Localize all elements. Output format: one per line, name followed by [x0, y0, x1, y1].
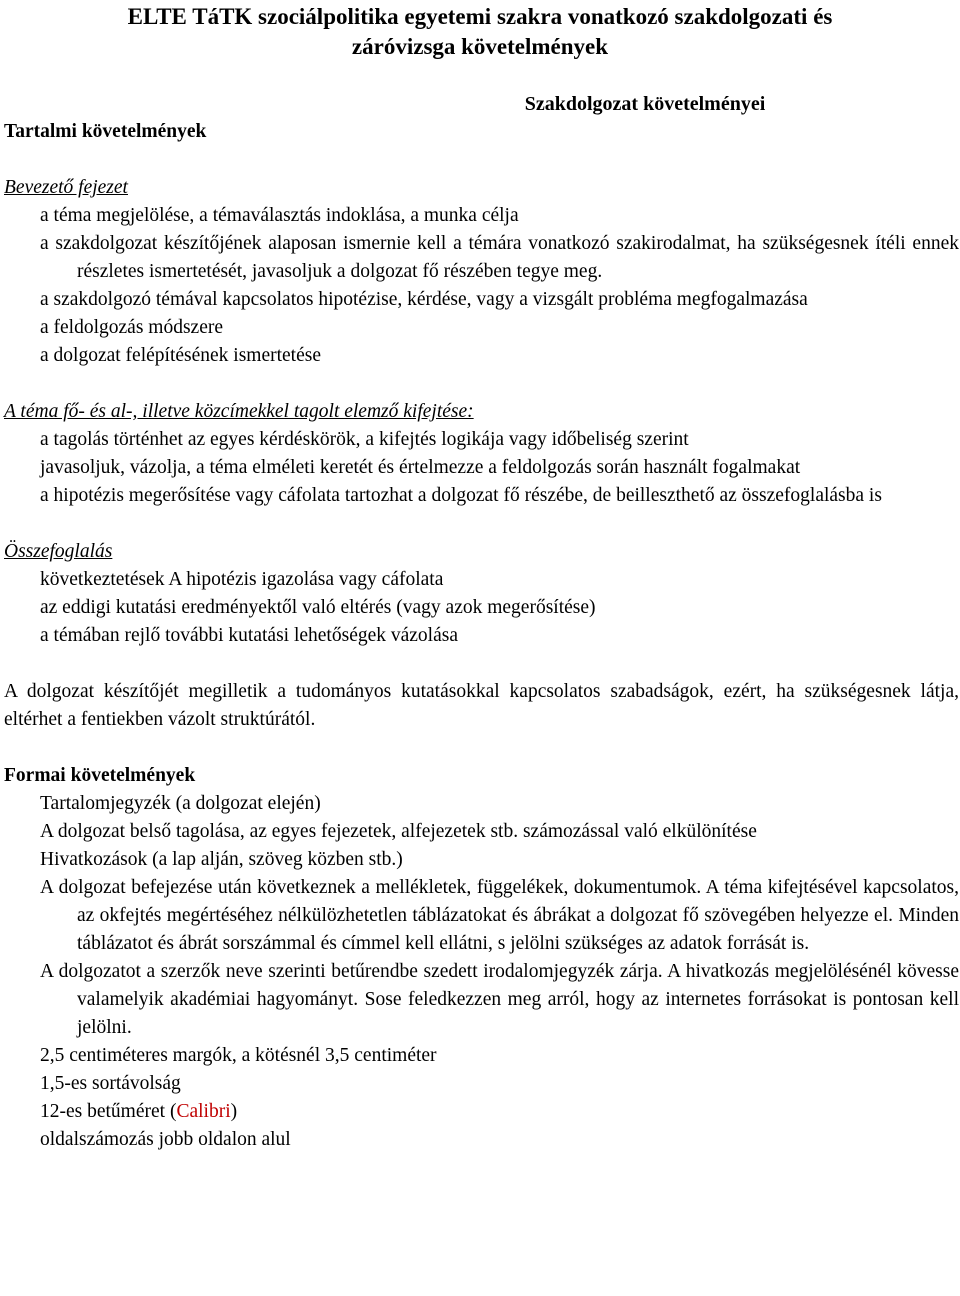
- content-requirements-heading: Tartalmi követelmények: [4, 121, 207, 142]
- spacer: [4, 146, 959, 174]
- list-item: 1,5-es sortávolság: [40, 1073, 181, 1094]
- intro-chapter-heading: Bevezető fejezet: [4, 177, 128, 198]
- list-item: A dolgozat belső tagolása, az egyes fejezetek, alfejezetek stb. számozással való elkülönítése: [40, 821, 757, 842]
- intro-list: [4, 202, 959, 370]
- document-title: [0, 2, 960, 62]
- section-heading: Szakdolgozat követelményei: [524, 93, 766, 115]
- list-item: következtetések A hipotézis igazolása vagy cáfolata: [40, 569, 444, 590]
- spacer: [4, 734, 959, 762]
- list-item: Tartalomjegyzék (a dolgozat elején): [40, 793, 321, 814]
- font-size-item: [4, 1098, 959, 1126]
- document-body: [4, 118, 959, 1154]
- font-size-text: 12-es betűméret (: [40, 1101, 177, 1122]
- list-item: a dolgozat felépítésének ismertetése: [40, 345, 321, 366]
- list-item: a téma megjelölése, a témaválasztás indoklása, a munka célja: [40, 205, 519, 226]
- list-item: oldalszámozás jobb oldalon alul: [40, 1129, 291, 1150]
- structure-freedom-note: A dolgozat készítőjét megilletik a tudományos kutatásokkal kapcsolatos szabadságok, ezért, ha szükségesnek látja, eltérhet a fentiekben vázolt struktúrától.: [4, 681, 959, 730]
- list-item: a hipotézis megerősítése vagy cáfolata tartozhat a dolgozat fő részébe, de beilleszthető az összefoglalásba is: [40, 485, 882, 506]
- list-item: a szakdolgozat készítőjének alaposan ismernie kell a témára vonatkozó szakirodalmat, ha szükségesnek ítéli ennek részletes ismertetését, javasoljuk a dolgozat fő részében tegye meg.: [40, 233, 959, 282]
- document-title-line-1: ELTE TáTK szociálpolitika egyetemi szakra vonatkozó szakdolgozati és: [127, 4, 833, 29]
- font-size-text-end: ): [230, 1101, 238, 1122]
- list-item: a témában rejlő további kutatási lehetőségek vázolása: [40, 625, 459, 646]
- summary-heading: Összefoglalás: [4, 541, 113, 562]
- main-section-list: [4, 426, 959, 510]
- list-item: 2,5 centiméteres margók, a kötésnél 3,5 centiméter: [40, 1045, 437, 1066]
- summary-list: [4, 566, 959, 650]
- spacer: [4, 650, 959, 678]
- formal-requirements-list: [4, 790, 959, 1154]
- list-item: a szakdolgozó témával kapcsolatos hipotézise, kérdése, vagy a vizsgált probléma megfogalmazása: [40, 289, 808, 310]
- list-item: a tagolás történhet az egyes kérdéskörök, a kifejtés logikája vagy időbeliség szerint: [40, 429, 689, 450]
- list-item: A dolgozat befejezése után következnek a mellékletek, függelékek, dokumentumok. A téma kifejtésével kapcsolatos, az okfejtés megértéséhez nélkülözhetetlen táblázatokat és ábrákat a dolgozat fő szövegében helyezze el. Minden táblázatot és ábrát sorszámmal és címmel kell ellátni, s jelölni szükséges az adatok forrását is.: [40, 877, 959, 954]
- list-item: az eddigi kutatási eredményektől való eltérés (vagy azok megerősítése): [40, 597, 596, 618]
- list-item: javasoljuk, vázolja, a téma elméleti keretét és értelmezze a feldolgozás során használt fogalmakat: [40, 457, 801, 478]
- main-section-heading: A téma fő- és al-, illetve közcímekkel tagolt elemző kifejtése:: [4, 401, 474, 422]
- document-title-line-2: záróvizsga követelmények: [351, 34, 609, 59]
- spacer: [4, 510, 959, 538]
- spacer: [4, 370, 959, 398]
- list-item: A dolgozatot a szerzők neve szerinti betűrendbe szedett irodalomjegyzék zárja. A hivatkozás megjelölésénél kövesse valamelyik akadémiai hagyományt. Sose feledkezzen meg arról, hogy az internetes forrásokat is pontosan kell jelölni.: [40, 961, 959, 1038]
- font-name: Calibri: [176, 1101, 231, 1122]
- list-item: Hivatkozások (a lap alján, szöveg közben stb.): [40, 849, 403, 870]
- list-item: a feldolgozás módszere: [40, 317, 224, 338]
- formal-requirements-heading: Formai követelmények: [4, 765, 196, 786]
